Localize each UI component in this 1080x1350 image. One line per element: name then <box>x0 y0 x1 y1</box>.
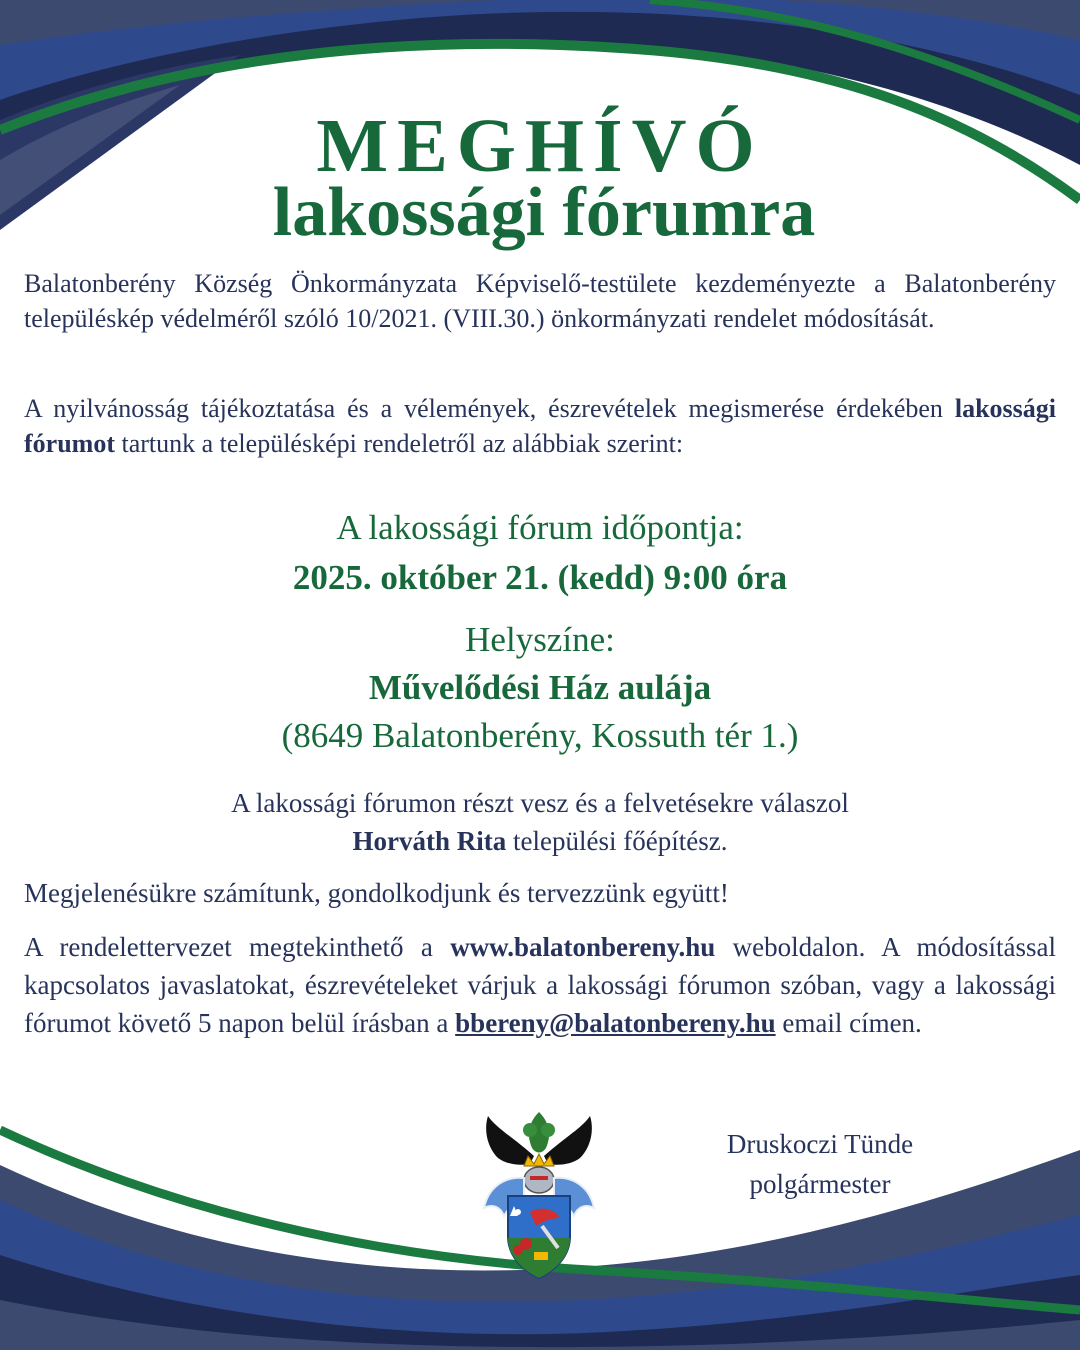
email-link[interactable]: bbereny@balatonbereny.hu <box>455 1008 776 1038</box>
details-text-1: A rendelettervezet megtekinthető a <box>24 932 433 962</box>
signature-role: polgármester <box>749 1169 891 1199</box>
intro-paragraph-2 <box>24 391 1056 461</box>
attendee-line: A lakossági fórumon részt vesz és a felvetésekre válaszol <box>231 788 849 818</box>
signature-name: Druskoczi Tünde <box>726 1129 914 1159</box>
event-date: 2025. október 21. (kedd) 9:00 óra <box>292 558 788 597</box>
attendee-role: települési főépítész. <box>513 826 728 856</box>
attendee-name: Horváth Rita <box>352 826 507 856</box>
venue-label: Helyszíne: <box>465 620 615 659</box>
event-venue: Művelődési Ház aulája <box>368 668 712 707</box>
intro-p2-text: A nyilvánosság tájékoztatása és a vélemények, észrevételek megismerése érdekében <box>24 394 943 423</box>
details-paragraph <box>24 928 1056 1042</box>
coat-of-arms-icon <box>474 1108 604 1288</box>
intro-p2-bold: lakossági fórumot <box>24 394 1057 458</box>
page-title: MEGHÍVÓ <box>316 104 764 188</box>
closing-sentence: Megjelenésükre számítunk, gondolkodjunk és tervezzünk együtt! <box>24 878 729 908</box>
intro-paragraph-1: Balatonberény Község Önkormányzata Képviselő-testülete kezdeményezte a Balatonberény településkép védelméről szóló 10/2021. (VIII.30.) önkormányzati rendelet módosítását. <box>24 269 1056 333</box>
crest-left-wing <box>486 1116 534 1165</box>
website-link[interactable]: www.balatonbereny.hu <box>450 932 716 962</box>
crest-right-wing <box>544 1116 592 1165</box>
details-text-3: email címen. <box>782 1008 922 1038</box>
details-text-2: weboldalon. A módosítással kapcsolatos javaslatokat, észrevételeket várjuk a lakossági fórumon szóban, vagy a lakossági fórumot követő 5 napon belül írásban a <box>24 932 1057 1038</box>
date-label: A lakossági fórum időpontja: <box>336 508 744 547</box>
page-subtitle: lakossági fórumra <box>272 174 816 251</box>
event-address: (8649 Balatonberény, Kossuth tér 1.) <box>281 716 799 755</box>
attendee-name-line <box>0 822 1080 860</box>
intro-p2-text-after: tartunk a településképi rendeletről az alábbiak szerint: <box>121 429 684 458</box>
